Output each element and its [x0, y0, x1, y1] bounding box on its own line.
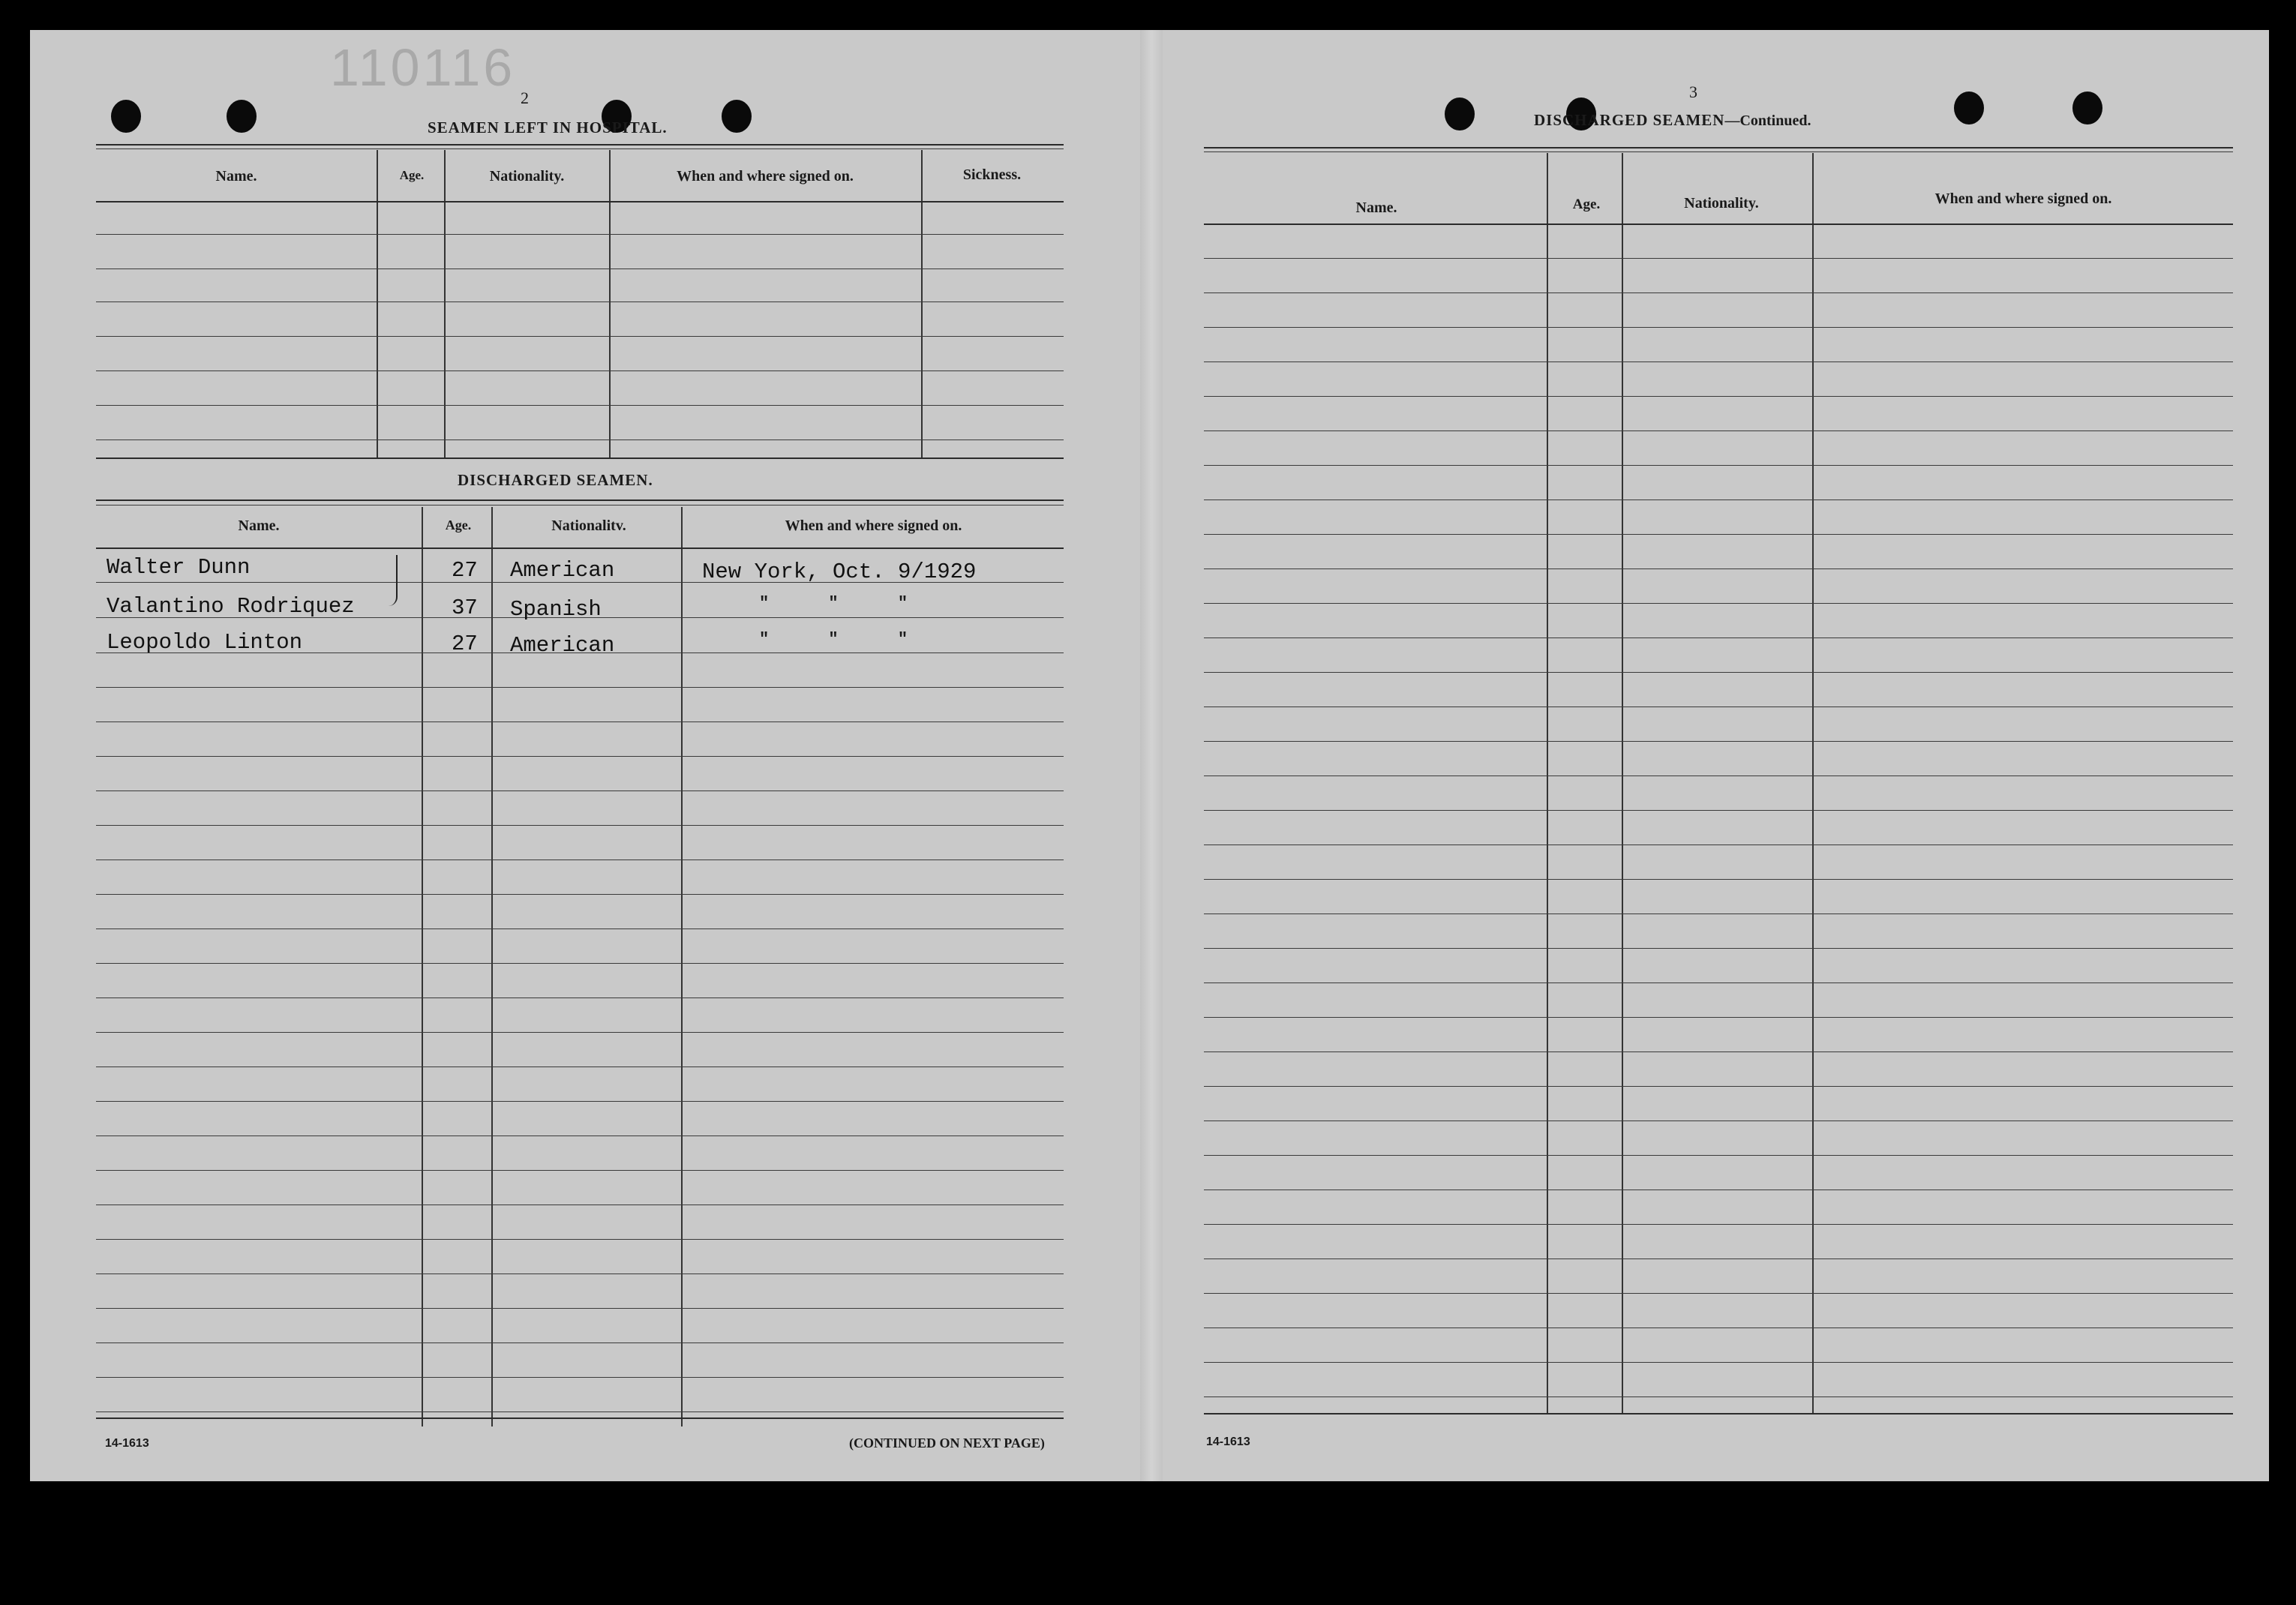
- seaman-nationality: Spanish: [510, 597, 602, 622]
- right-page: [1163, 30, 2269, 1481]
- discharged-header-name: Name.: [238, 518, 280, 534]
- page-number: 3: [1689, 82, 1697, 101]
- seaman-signed-on: " " ": [759, 630, 908, 649]
- header-signed-on: When and where signed on.: [1934, 190, 2112, 207]
- punch-hole-4: [722, 100, 752, 133]
- punch-hole-5: [1445, 98, 1475, 130]
- header-age: Age.: [1572, 196, 1601, 212]
- hospital-header-age: Age.: [399, 168, 425, 182]
- form-number: 14-1613: [1206, 1436, 1250, 1448]
- seaman-signed-on: " " ": [759, 594, 908, 613]
- form-number: 14-1613: [105, 1437, 149, 1450]
- punch-hole-1: [111, 100, 141, 133]
- seaman-age: 37: [452, 596, 478, 620]
- discharged-header-age: Age.: [445, 518, 472, 532]
- discharged-header-nationality: Nationalitv.: [551, 518, 626, 534]
- header-name: Name.: [1355, 200, 1397, 216]
- punch-hole-2: [227, 100, 257, 133]
- title-main: DISCHARGED SEAMEN: [1534, 111, 1725, 129]
- seaman-name: Valantino Rodriquez: [107, 594, 355, 619]
- hospital-header-sickness: Sickness.: [962, 166, 1022, 183]
- seaman-nationality: American: [510, 558, 615, 583]
- seaman-name: Walter Dunn: [107, 555, 251, 580]
- seaman-age: 27: [452, 558, 478, 583]
- discharged-continued-title: [1534, 111, 1811, 130]
- hospital-header-signed-on: When and where signed on.: [677, 168, 854, 184]
- title-suffix: —Continued.: [1724, 112, 1811, 129]
- page-number: 2: [521, 88, 529, 107]
- hospital-header-nationality: Nationality.: [489, 168, 565, 184]
- seaman-nationality: American: [510, 633, 615, 658]
- discharged-header-signed-on: When and where signed on.: [785, 518, 962, 534]
- seaman-signed-on: New York, Oct. 9/1929: [702, 560, 977, 584]
- punch-hole-8: [2072, 92, 2102, 124]
- seaman-name: Leopoldo Linton: [107, 630, 303, 655]
- ink-stamp-number: 110116: [330, 38, 516, 97]
- left-page: [30, 30, 1148, 1481]
- header-nationality: Nationality.: [1684, 195, 1759, 212]
- continued-note: (CONTINUED ON NEXT PAGE): [849, 1436, 1045, 1450]
- seaman-age: 27: [452, 632, 478, 656]
- hospital-section-title: SEAMEN LEFT IN HOSPITAL.: [428, 118, 668, 136]
- handwritten-bracket: [389, 555, 398, 606]
- punch-hole-7: [1954, 92, 1984, 124]
- discharged-section-title: DISCHARGED SEAMEN.: [458, 471, 653, 489]
- document-sheet: [30, 30, 2269, 1481]
- page-fold: [1140, 30, 1163, 1481]
- hospital-header-name: Name.: [215, 168, 257, 184]
